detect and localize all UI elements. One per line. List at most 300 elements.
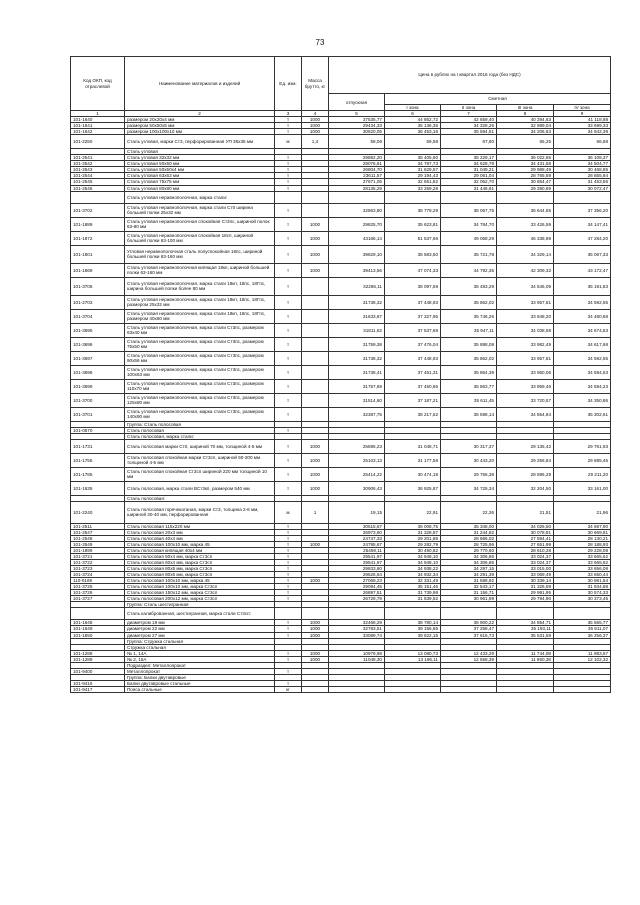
- item-name: Сталь угловая неравнополочная, марка стали Ст3пс, размером 125х80 мм: [125, 393, 275, 407]
- price-zone-3: 21,51: [497, 501, 554, 523]
- price-zone-2: 30 961,99: [441, 596, 497, 602]
- item-mass: [302, 365, 329, 379]
- item-code: 101-1641: [71, 123, 125, 129]
- item-name: Сталь угловая неравнополочная, марка стали Ст3пс, размером 75х50 мм: [125, 337, 275, 351]
- price-zone-3: 29 991,95: [497, 590, 554, 596]
- item-code: 101-3705: [71, 277, 125, 295]
- price-release: 30520,05: [329, 129, 385, 135]
- price-zone-3: 34 431,58: [497, 161, 554, 167]
- price-release: 27069,23: [329, 578, 385, 584]
- price-zone-4: [554, 191, 611, 203]
- item-name: Балки двутавровые стальные: [125, 680, 275, 686]
- price-zone-1: 34 932,34: [385, 572, 441, 578]
- item-name: Сталь угловая: [125, 149, 275, 155]
- price-zone-4: 33 161,00: [554, 481, 611, 495]
- table-row: [71, 309, 611, 323]
- item-code: 101-1650: [71, 632, 125, 638]
- item-mass: 1000: [302, 467, 329, 481]
- item-code: 101-3699: [71, 379, 125, 393]
- item-name: Пояса стальные: [125, 686, 275, 692]
- price-zone-4: 28 855,94: [554, 173, 611, 179]
- item-unit: м: [275, 501, 302, 523]
- price-zone-4: 66,68: [554, 135, 611, 149]
- header-zone-4: IV зона: [554, 105, 611, 111]
- price-zone-3: 36 022,65: [497, 155, 554, 161]
- price-zone-4: 43 172,47: [554, 263, 611, 277]
- price-zone-2: 35 888,08: [441, 337, 497, 351]
- item-unit: т: [275, 351, 302, 365]
- item-unit: т: [275, 167, 302, 173]
- price-release: 31757,69: [329, 379, 385, 393]
- price-release: 33089,74: [329, 632, 385, 638]
- price-zone-2: 28 666,02: [441, 535, 497, 541]
- price-zone-3: 29 988,49: [497, 167, 554, 173]
- item-unit: т: [275, 668, 302, 674]
- item-unit: т: [275, 365, 302, 379]
- item-code: 101-3724: [71, 572, 125, 578]
- price-zone-3: [497, 191, 554, 203]
- price-zone-1: 31 177,58: [385, 453, 441, 467]
- price-zone-4: 33 665,62: [554, 560, 611, 566]
- price-zone-1: 37 537,69: [385, 323, 441, 337]
- item-code: 101-2549: [71, 541, 125, 547]
- price-release: 31738,32: [329, 351, 385, 365]
- price-zone-1: 34 787,73: [385, 161, 441, 167]
- column-index: 2: [125, 111, 275, 117]
- column-index: 1: [71, 111, 125, 117]
- item-name: Сталь полосовая 80х6 мм, марка Ст3сп: [125, 572, 275, 578]
- item-name: Сталь угловая 75х75 мм: [125, 179, 275, 185]
- price-release: 26804,70: [329, 167, 385, 173]
- price-zone-4: 34 592,55: [554, 351, 611, 365]
- price-zone-4: 31 934,88: [554, 584, 611, 590]
- item-name: Сталь полосовая, марка стали:: [125, 433, 275, 439]
- price-release: 31738,41: [329, 365, 385, 379]
- price-zone-4: 29 211,20: [554, 467, 611, 481]
- item-mass: [302, 191, 329, 203]
- price-zone-1: 34 938,22: [385, 566, 441, 572]
- item-mass: [302, 277, 329, 295]
- item-name: диаметром 22 мм: [125, 626, 275, 632]
- price-zone-2: 31 588,92: [441, 578, 497, 584]
- item-mass: 1000: [302, 541, 329, 547]
- price-zone-2: 35 594,51: [441, 129, 497, 135]
- item-name: Сталь угловая неравнополочная, марка стали Ст3пс, размером 100х63 мм: [125, 365, 275, 379]
- price-release: 39413,56: [329, 263, 385, 277]
- price-zone-2: 31 049,21: [441, 167, 497, 173]
- price-zone-3: 33 957,81: [497, 295, 554, 309]
- price-zone-3: 29 135,42: [497, 439, 554, 453]
- item-mass: 1000: [302, 578, 329, 584]
- price-zone-3: 33 960,06: [497, 365, 554, 379]
- price-release: 25459,11: [329, 547, 385, 553]
- item-name: Сталь угловая неравнополочная, марка стали Ст3пс, размером 110х70 мм: [125, 379, 275, 393]
- item-name: Сталь калиброванная, шестигранная, марка стали Ст3сп:: [125, 608, 275, 620]
- item-name: Сталь угловая 32х32 мм: [125, 155, 275, 161]
- item-code: 101-1649: [71, 626, 125, 632]
- item-code: 110-0169: [71, 578, 125, 584]
- price-zone-2: 35 862,02: [441, 295, 497, 309]
- price-zone-2: 34 784,70: [441, 217, 497, 231]
- item-mass: [302, 295, 329, 309]
- item-code: 101-3726: [71, 590, 125, 596]
- item-unit: т: [275, 578, 302, 584]
- item-unit: [275, 608, 302, 620]
- item-mass: 1000: [302, 626, 329, 632]
- price-zone-3: 28 765,59: [497, 173, 554, 179]
- item-name: Сталь угловая 50х50 мм: [125, 161, 275, 167]
- item-name: Сталь полосовая 100х10 мм, марка Ст3сп: [125, 584, 275, 590]
- price-zone-4: 30 669,81: [554, 529, 611, 535]
- item-mass: [302, 351, 329, 365]
- price-zone-2: 35 746,26: [441, 309, 497, 323]
- item-name: размером 50х50х5 мм: [125, 123, 275, 129]
- price-zone-1: 32 651,82: [385, 179, 441, 185]
- price-release: 31738,32: [329, 295, 385, 309]
- price-zone-4: 34 504,77: [554, 161, 611, 167]
- item-unit: т: [275, 650, 302, 656]
- price-zone-2: 34 725,34: [441, 481, 497, 495]
- price-zone-4: 30 981,54: [554, 578, 611, 584]
- item-name: Сталь угловая неравнополочная, марка стали 18кп, 18пс, 18Гпс, размером 40х60 мм: [125, 309, 275, 323]
- item-unit: т: [275, 217, 302, 231]
- price-zone-1: 69,58: [385, 135, 441, 149]
- price-zone-4: 33 656,08: [554, 566, 611, 572]
- item-unit: т: [275, 295, 302, 309]
- price-zone-4: 34 617,68: [554, 337, 611, 351]
- item-code: 101-9400: [71, 668, 125, 674]
- price-zone-4: 35 067,33: [554, 245, 611, 263]
- item-code: 101-2546: [71, 185, 125, 191]
- price-release: 39829,10: [329, 245, 385, 263]
- item-mass: 1000: [302, 481, 329, 495]
- price-zone-3: 42 309,32: [497, 263, 554, 277]
- price-zone-1: 37 451,31: [385, 365, 441, 379]
- item-unit: т: [275, 529, 302, 535]
- table-row: [71, 407, 611, 421]
- price-release: 23611,57: [329, 173, 385, 179]
- price-zone-1: 34 948,10: [385, 560, 441, 566]
- price-zone-2: 35 864,39: [441, 365, 497, 379]
- item-mass: 1000: [302, 439, 329, 453]
- price-zone-2: 29 061,04: [441, 173, 497, 179]
- price-zone-2: 49 058,29: [441, 231, 497, 245]
- table-row: [71, 245, 611, 263]
- item-unit: т: [275, 173, 302, 179]
- item-unit: т: [275, 263, 302, 277]
- item-name: Сталь полосовая горячекатаная, марки Ст3, толщина 2-6 мм, шириной 30-40 мм, перфорированная: [125, 501, 275, 523]
- table-row: [71, 323, 611, 337]
- price-release: 31514,60: [329, 393, 385, 407]
- price-zone-4: 30 373,45: [554, 596, 611, 602]
- item-code: 101-1731: [71, 439, 125, 453]
- item-unit: т: [275, 245, 302, 263]
- price-zone-2: 34 328,26: [441, 123, 497, 129]
- table-group-row: [71, 191, 611, 203]
- price-zone-2: 44 792,35: [441, 263, 497, 277]
- item-code: 101-9417: [71, 686, 125, 692]
- price-zone-4: 34 592,55: [554, 295, 611, 309]
- header-release-price: отпускная: [329, 94, 385, 111]
- price-zone-1: [385, 191, 441, 203]
- price-zone-2: 35 863,77: [441, 379, 497, 393]
- price-zone-4: 47 284,20: [554, 231, 611, 245]
- price-zone-3: 65,25: [497, 135, 554, 149]
- item-code: 101-2547: [71, 529, 125, 535]
- price-release: 25103,13: [329, 453, 385, 467]
- price-zone-4: 29 761,93: [554, 439, 611, 453]
- item-code: 101-2240: [71, 501, 125, 523]
- table-row: [71, 365, 611, 379]
- price-zone-1: 31 328,87: [385, 529, 441, 535]
- price-zone-3: 34 038,58: [497, 323, 554, 337]
- item-unit: т: [275, 467, 302, 481]
- price-zone-1: 31 048,71: [385, 439, 441, 453]
- price-release: 29882,20: [329, 155, 385, 161]
- price-release: 32387,75: [329, 407, 385, 421]
- item-code: 101-2250: [71, 135, 125, 149]
- price-zone-2: [441, 191, 497, 203]
- item-unit: т: [275, 535, 302, 541]
- price-release: 11048,30: [329, 656, 385, 662]
- price-zone-1: 30 474,18: [385, 467, 441, 481]
- price-zone-2: 34 628,78: [441, 161, 497, 167]
- price-zone-1: 13 080,73: [385, 650, 441, 656]
- table-row: [71, 467, 611, 481]
- item-unit: т: [275, 155, 302, 161]
- item-code: 101-3695: [71, 323, 125, 337]
- item-name: Подраздел: Металлопрокат: [125, 662, 275, 668]
- price-zone-3: 35 193,11: [497, 626, 554, 632]
- price-zone-3: 34 026,50: [497, 523, 554, 529]
- price-zone-4: 34 350,86: [554, 393, 611, 407]
- table-row: [71, 501, 611, 523]
- item-code: 101-3697: [71, 351, 125, 365]
- item-unit: т: [275, 572, 302, 578]
- item-mass: [302, 203, 329, 217]
- item-unit: т: [275, 680, 302, 686]
- item-name: Сталь полосовая, марка стали ВСт3кп, размером 540 мм: [125, 481, 275, 495]
- price-zone-1: 29 282,79: [385, 541, 441, 547]
- price-release: 29541,97: [329, 560, 385, 566]
- price-zone-1: 37 187,21: [385, 393, 441, 407]
- item-name: диаметром 19 мм: [125, 620, 275, 626]
- item-code: 101-1755: [71, 453, 125, 467]
- item-unit: т: [275, 541, 302, 547]
- price-zone-2: 31 244,82: [441, 529, 497, 535]
- item-mass: [302, 393, 329, 407]
- price-release: 29833,60: [329, 566, 385, 572]
- item-code: 101-2544: [71, 173, 125, 179]
- item-name: Сталь полосовая 100х10 мм, марка 45: [125, 541, 275, 547]
- price-release: 31759,38: [329, 337, 385, 351]
- price-zone-3: 34 206,63: [497, 129, 554, 135]
- item-name: Сталь полосовая спокойная марки Ст3сп, шириной 50-200 мм толщиной 4-5 мм: [125, 453, 275, 467]
- item-mass: [302, 407, 329, 421]
- price-zone-2: 12 433,29: [441, 650, 497, 656]
- item-unit: т: [275, 185, 302, 191]
- item-code: 101-2511: [71, 523, 125, 529]
- item-code: 101-2548: [71, 535, 125, 541]
- item-name: Группа: Балки двутавровые: [125, 674, 275, 680]
- price-zone-1: 29 201,86: [385, 535, 441, 541]
- item-name: № 1, 14А: [125, 650, 275, 656]
- item-unit: т: [275, 439, 302, 453]
- price-zone-1: 39 156,65: [385, 626, 441, 632]
- item-name: Сталь полосовая 80х5 мм, марка Ст3сп: [125, 566, 275, 572]
- price-release: 26897,51: [329, 590, 385, 596]
- price-zone-1: 30 490,82: [385, 547, 441, 553]
- item-unit: т: [275, 161, 302, 167]
- item-code: 101-3725: [71, 584, 125, 590]
- price-table: [70, 56, 611, 693]
- item-mass: 1000: [302, 656, 329, 662]
- item-unit: т: [275, 203, 302, 217]
- item-name: Сталь угловая неравнополочная, марка стали Ст0 ширина большей полки 25х32 мм: [125, 203, 275, 217]
- price-release: 37535,77: [329, 117, 385, 123]
- item-name: Сталь полосовая 150х12 мм, марка Ст3сп: [125, 590, 275, 596]
- item-code: 101-1899: [71, 547, 125, 553]
- table-row: [71, 393, 611, 407]
- table-row: [71, 439, 611, 453]
- item-code: [71, 191, 125, 203]
- item-unit: м: [275, 135, 302, 149]
- item-name: Сталь угловая 50х50х4 мм: [125, 167, 275, 173]
- item-name: диаметром 27 мм: [125, 632, 275, 638]
- price-zone-2: 37 258,47: [441, 626, 497, 632]
- item-name: Сталь полосовая 50х4 мм, марка Ст3сп: [125, 553, 275, 559]
- item-unit: т: [275, 231, 302, 245]
- price-release: [329, 608, 385, 620]
- price-release: 29825,70: [329, 217, 385, 231]
- item-mass: 1000: [302, 117, 329, 123]
- item-name: Сталь угловая неравнополочная, марка стали 18кп, 18пс, 18Гпс, размером 25х32 мм: [125, 295, 275, 309]
- table-row: [71, 481, 611, 495]
- item-name: Сталь угловая 63х63 мм: [125, 173, 275, 179]
- price-zone-4: [554, 608, 611, 620]
- header-zone-3: III зона: [497, 105, 554, 111]
- price-zone-2: 30 443,20: [441, 453, 497, 467]
- item-name: Сталь угловая неравнополочная спокойная Ст3пс, шириной полок 63-80 мм: [125, 217, 275, 231]
- price-release: 29094,45: [329, 584, 385, 590]
- item-name: Сталь полосовая:: [125, 495, 275, 501]
- price-zone-2: 36 483,29: [441, 277, 497, 295]
- price-release: 32783,51: [329, 626, 385, 632]
- price-zone-2: [441, 686, 497, 692]
- price-zone-1: 44 852,72: [385, 117, 441, 123]
- item-mass: 1000: [302, 123, 329, 129]
- price-zone-4: 33 665,62: [554, 553, 611, 559]
- price-zone-4: 11 983,67: [554, 650, 611, 656]
- item-code: 101-3704: [71, 309, 125, 323]
- item-name: Сталь полосовая: [125, 427, 275, 433]
- item-mass: 1000: [302, 129, 329, 135]
- item-code: 101-0570: [71, 427, 125, 433]
- item-code: 101-1635: [71, 481, 125, 495]
- price-zone-2: 67,80: [441, 135, 497, 149]
- item-unit: т: [275, 584, 302, 590]
- price-release: 25595,23: [329, 439, 385, 453]
- item-name: Сталь угловая неравнополочная кипящая 18кп, шириной большей полки 63-160 мм: [125, 263, 275, 277]
- item-unit: т: [275, 427, 302, 433]
- price-zone-3: 33 848,20: [497, 309, 554, 323]
- price-zone-2: 34 291,39: [441, 572, 497, 578]
- item-mass: 1: [302, 501, 329, 523]
- price-zone-1: 13 196,11: [385, 656, 441, 662]
- price-zone-2: 35 348,00: [441, 523, 497, 529]
- item-code: 101-1869: [71, 263, 125, 277]
- price-release: 26973,60: [329, 529, 385, 535]
- price-zone-3: 29 290,69: [497, 185, 554, 191]
- price-zone-2: 42 659,40: [441, 117, 497, 123]
- price-release: 31633,87: [329, 309, 385, 323]
- item-mass: 1000: [302, 632, 329, 638]
- price-zone-4: 36 256,37: [554, 632, 611, 638]
- column-index: 6: [385, 111, 441, 117]
- price-zone-3: 33 959,46: [497, 379, 554, 393]
- price-zone-1: 37 450,66: [385, 379, 441, 393]
- price-zone-3: 36 644,65: [497, 203, 554, 217]
- price-zone-2: 32 543,17: [441, 584, 497, 590]
- price-zone-4: 33 699,33: [554, 123, 611, 129]
- price-release: 29541,97: [329, 553, 385, 559]
- price-zone-3: 40 294,63: [497, 117, 554, 123]
- column-index: 7: [441, 111, 497, 117]
- item-code: 101-2541: [71, 155, 125, 161]
- price-zone-4: 34 674,63: [554, 323, 611, 337]
- item-mass: 1000: [302, 620, 329, 626]
- price-release: 32863,80: [329, 203, 385, 217]
- price-zone-4: 37 356,20: [554, 203, 611, 217]
- price-zone-2: 36 598,14: [441, 407, 497, 421]
- price-zone-3: 33 720,57: [497, 393, 554, 407]
- price-zone-2: 31 446,91: [441, 185, 497, 191]
- price-zone-2: 37 616,73: [441, 632, 497, 638]
- item-code: 101-1889: [71, 217, 125, 231]
- column-index: 3: [275, 111, 302, 117]
- item-name: Сталь полосовая кипящая 40х4 мм: [125, 547, 275, 553]
- item-unit: т: [275, 123, 302, 129]
- price-zone-3: 33 426,59: [497, 217, 554, 231]
- price-zone-1: 38 780,14: [385, 620, 441, 626]
- table-row: [71, 203, 611, 217]
- item-unit: т: [275, 129, 302, 135]
- item-code: [71, 608, 125, 620]
- price-zone-3: 33 024,37: [497, 560, 554, 566]
- price-zone-4: 34 147,41: [554, 217, 611, 231]
- item-unit: т: [275, 337, 302, 351]
- item-name: Сталь полосовая 40х4 мм: [125, 535, 275, 541]
- price-zone-2: 28 725,96: [441, 541, 497, 547]
- price-zone-4: 30 072,47: [554, 185, 611, 191]
- price-release: 26729,79: [329, 596, 385, 602]
- price-zone-4: 34 942,39: [554, 129, 611, 135]
- price-zone-3: 35 531,59: [497, 632, 554, 638]
- price-zone-1: [385, 686, 441, 692]
- price-zone-3: 33 069,49: [497, 572, 554, 578]
- price-zone-3: [497, 608, 554, 620]
- price-zone-1: 38 779,29: [385, 203, 441, 217]
- price-table-body: [71, 117, 611, 693]
- item-mass: [302, 323, 329, 337]
- price-zone-1: 35 136,36: [385, 123, 441, 129]
- price-release: [329, 686, 385, 692]
- price-zone-1: 47 074,33: [385, 263, 441, 277]
- price-release: 29526,64: [329, 572, 385, 578]
- item-name: Группа: Стружка стальная: [125, 638, 275, 644]
- item-unit: т: [275, 553, 302, 559]
- price-zone-1: 35 151,46: [385, 584, 441, 590]
